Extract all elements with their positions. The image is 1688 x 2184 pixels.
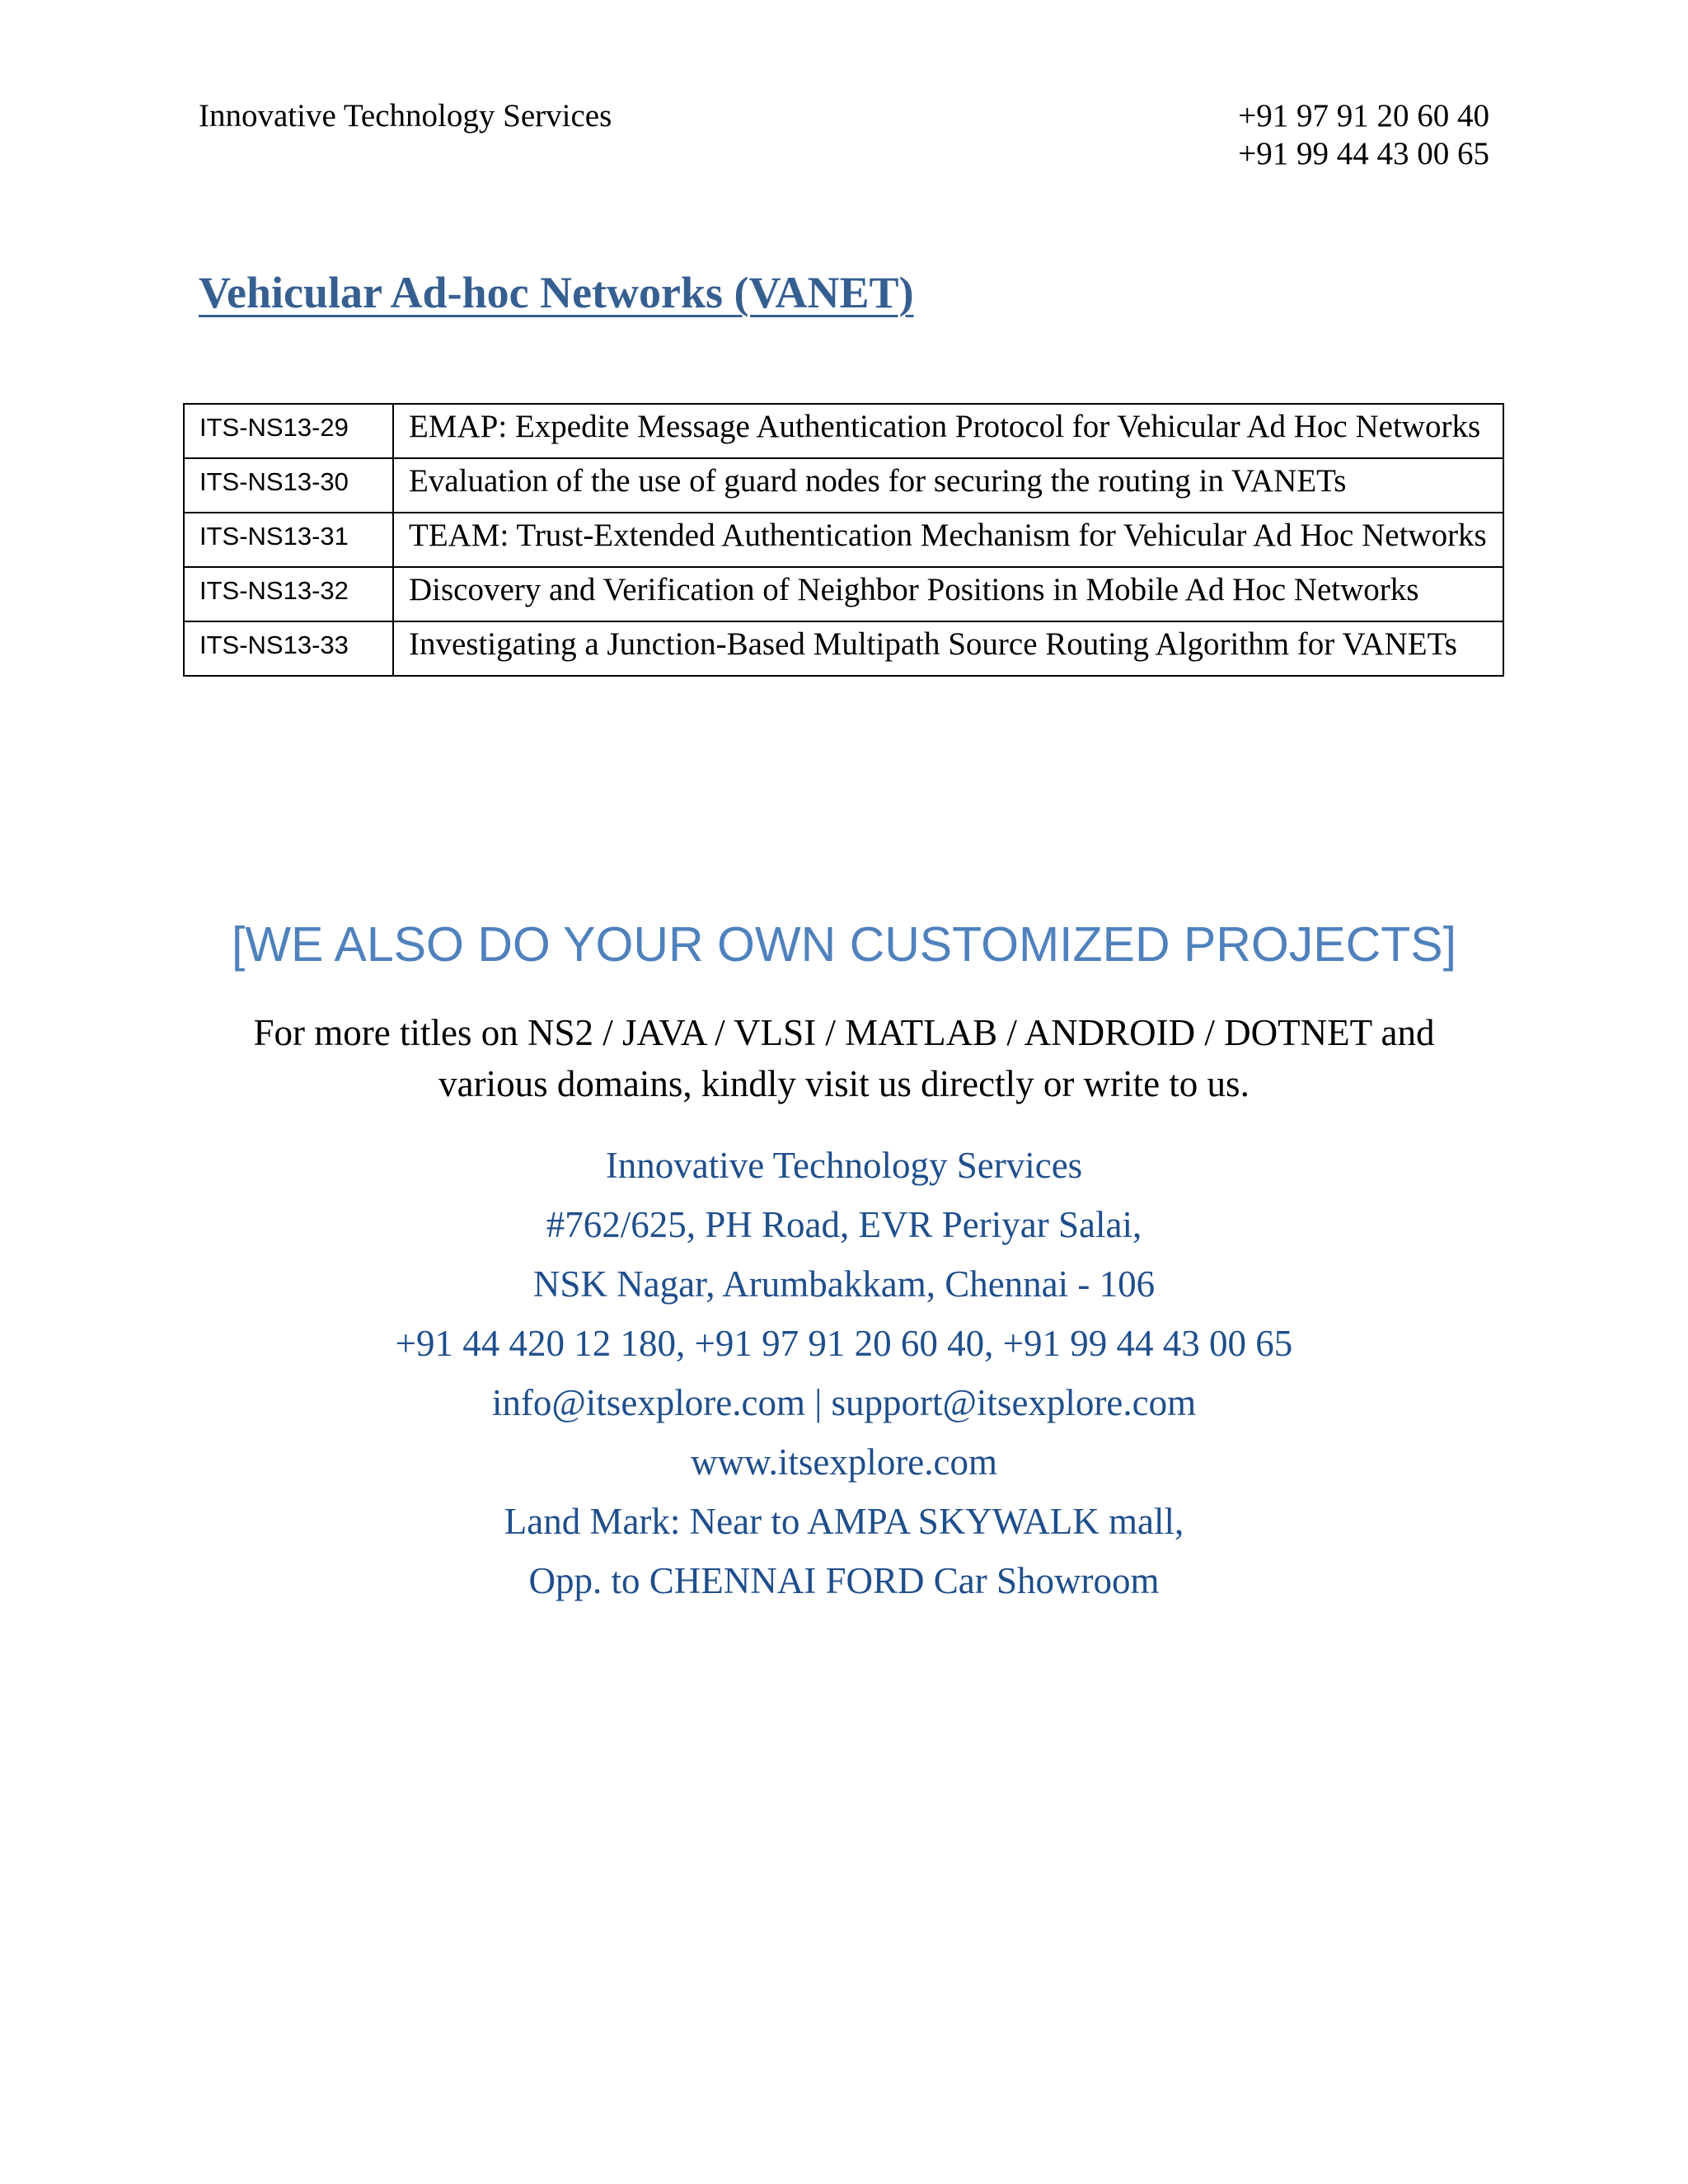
table-row [184,458,1503,513]
contact-block [165,1136,1523,1610]
contact-landmark-line-2: Opp. to CHENNAI FORD Car Showroom [528,1560,1160,1601]
more-titles-note [165,1007,1523,1109]
header-company-name: Innovative Technology Services [199,98,612,134]
contact-landmark-line-1: Land Mark: Near to AMPA SKYWALK mall, [504,1501,1184,1542]
projects-table [183,403,1504,677]
contact-company: Innovative Technology Services [605,1145,1083,1186]
contact-website: www.itsexplore.com [691,1441,997,1483]
contact-address-line-1: #762/625, PH Road, EVR Periyar Salai, [546,1204,1142,1245]
contact-phones: +91 44 420 12 180, +91 97 91 20 60 40, +91 99 44 43 00 65 [395,1323,1293,1364]
table-row [184,567,1503,621]
customized-projects-banner: [WE ALSO DO YOUR OWN CUSTOMIZED PROJECTS] [231,917,1457,972]
project-title: Evaluation of the use of guard nodes for securing the routing in VANETs [393,458,1503,513]
project-title: Investigating a Junction-Based Multipath Source Routing Algorithm for VANETs [393,621,1503,676]
more-titles-line-1: For more titles on NS2 / JAVA / VLSI / MATLAB / ANDROID / DOTNET and [253,1012,1435,1053]
table-row [184,404,1503,458]
header-phone-numbers [1238,97,1489,173]
project-code: ITS-NS13-33 [184,621,393,676]
section-title: Vehicular Ad-hoc Networks (VANET) [199,268,914,317]
table-row [184,513,1503,567]
header-phone-2: +91 99 44 43 00 65 [1238,136,1489,171]
project-title: EMAP: Expedite Message Authentication Protocol for Vehicular Ad Hoc Networks [393,404,1503,458]
contact-emails: info@itsexplore.com | support@itsexplore.com [491,1382,1197,1423]
project-code: ITS-NS13-30 [184,458,393,513]
contact-address-line-2: NSK Nagar, Arumbakkam, Chennai - 106 [532,1263,1156,1305]
header-phone-1: +91 97 91 20 60 40 [1238,98,1489,134]
project-title: TEAM: Trust-Extended Authentication Mechanism for Vehicular Ad Hoc Networks [393,513,1503,567]
project-title: Discovery and Verification of Neighbor Positions in Mobile Ad Hoc Networks [393,567,1503,621]
project-code: ITS-NS13-31 [184,513,393,567]
more-titles-line-2: various domains, kindly visit us directly or write to us. [438,1063,1250,1104]
project-code: ITS-NS13-29 [184,404,393,458]
project-code: ITS-NS13-32 [184,567,393,621]
table-row [184,621,1503,676]
